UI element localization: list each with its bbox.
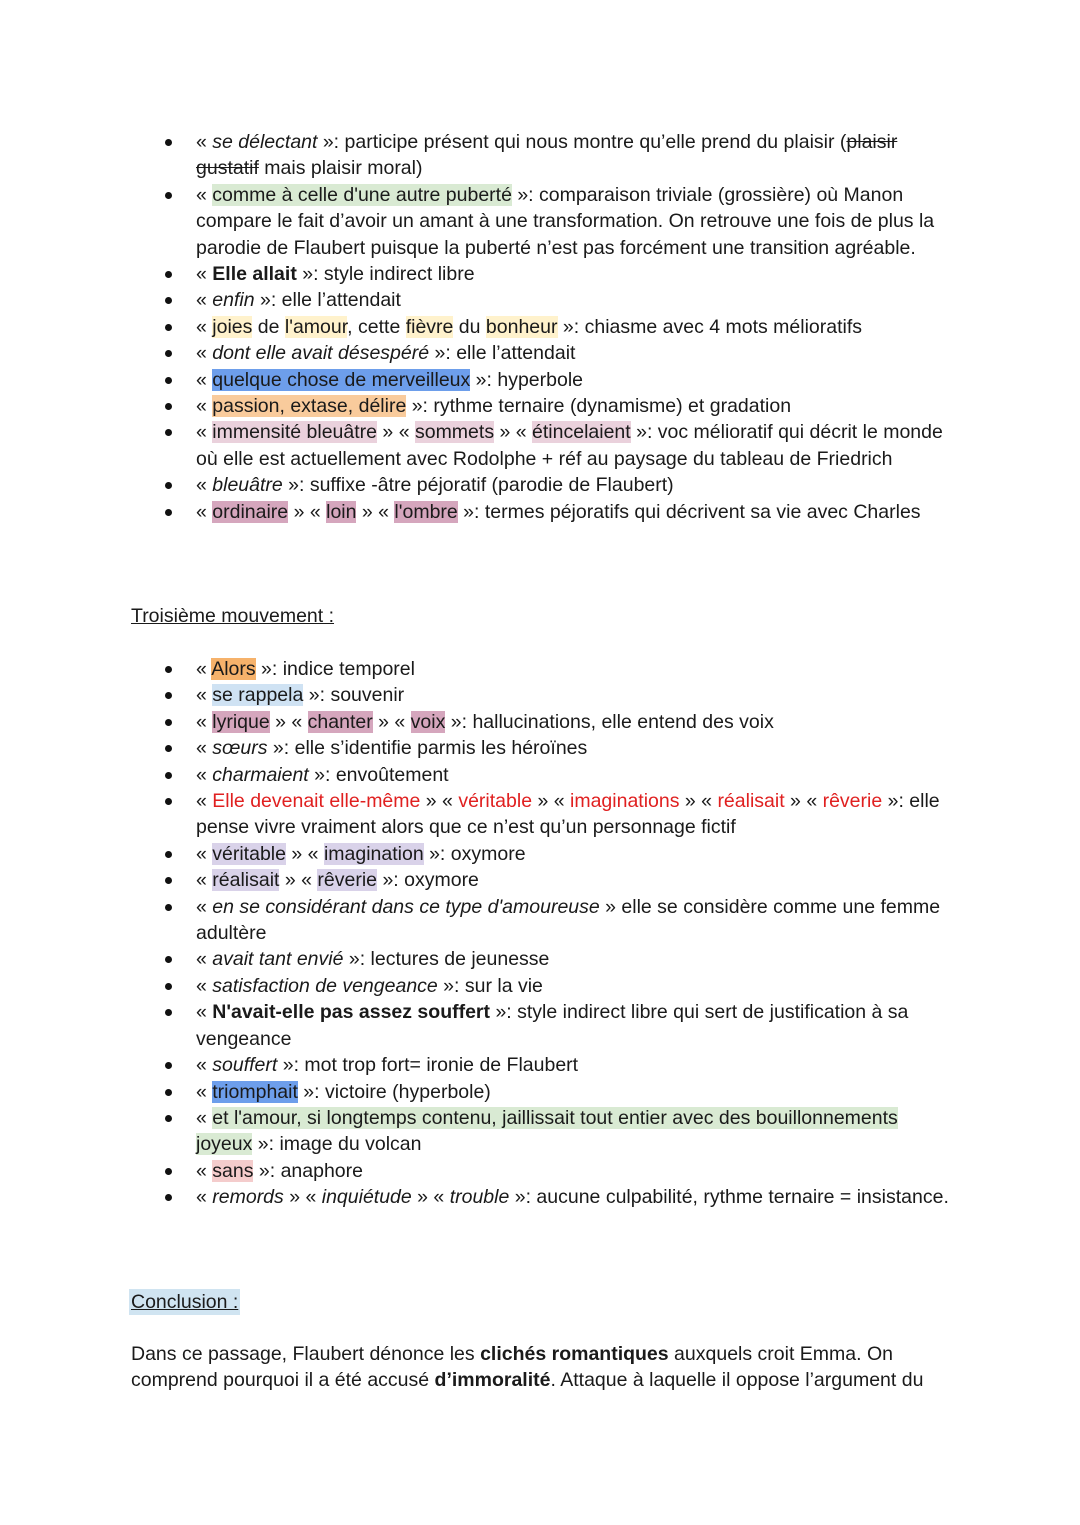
- list-item: « avait tant envié »: lectures de jeunesse: [0, 946, 1080, 972]
- list-item: « ordinaire » « loin » « l'ombre »: termes péjoratifs qui décrivent sa vie avec Charles: [0, 499, 1080, 525]
- second-movement-list: [0, 129, 1080, 525]
- list-item: « bleuâtre »: suffixe -âtre péjoratif (parodie de Flaubert): [0, 472, 1080, 498]
- list-item: « immensité bleuâtre » « sommets » « étincelaient »: voc mélioratif qui décrit le monde où elle est actuellement avec Rodolphe + réf au paysage du tableau de Friedrich: [0, 419, 1080, 472]
- list-item: « réalisait » « rêverie »: oxymore: [0, 867, 1080, 893]
- list-item: « se rappela »: souvenir: [0, 682, 1080, 708]
- list-item: « en se considérant dans ce type d'amoureuse » elle se considère comme une femme adultère: [0, 894, 1080, 947]
- list-item: « joies de l'amour, cette fièvre du bonheur »: chiasme avec 4 mots mélioratifs: [0, 314, 1080, 340]
- list-item: « enfin »: elle l’attendait: [0, 287, 1080, 313]
- list-item: « Elle allait »: style indirect libre: [0, 261, 1080, 287]
- list-item: « N'avait-elle pas assez souffert »: style indirect libre qui sert de justification à sa vengeance: [0, 999, 1080, 1052]
- list-item: « satisfaction de vengeance »: sur la vie: [0, 973, 1080, 999]
- list-item: « lyrique » « chanter » « voix »: hallucinations, elle entend des voix: [0, 709, 1080, 735]
- list-item: « Alors »: indice temporel: [0, 656, 1080, 682]
- section-heading-conclusion: Conclusion :: [129, 1289, 240, 1315]
- list-item: « véritable » « imagination »: oxymore: [0, 841, 1080, 867]
- list-item: « se délectant »: participe présent qui nous montre qu’elle prend du plaisir (plaisir gustatif mais plaisir moral): [0, 129, 1080, 182]
- list-item: « remords » « inquiétude » « trouble »: aucune culpabilité, rythme ternaire = insistance.: [0, 1184, 1080, 1210]
- third-movement-list: [0, 656, 1080, 1211]
- list-item: « souffert »: mot trop fort= ironie de Flaubert: [0, 1052, 1080, 1078]
- list-item: « sans »: anaphore: [0, 1158, 1080, 1184]
- list-item: « dont elle avait désespéré »: elle l’attendait: [0, 340, 1080, 366]
- list-item: « quelque chose de merveilleux »: hyperbole: [0, 367, 1080, 393]
- list-item: « passion, extase, délire »: rythme ternaire (dynamisme) et gradation: [0, 393, 1080, 419]
- list-item: « Elle devenait elle-même » « véritable » « imaginations » « réalisait » « rêverie »: elle pense vivre vraiment alors que ce n’est qu’un personnage fictif: [0, 788, 1080, 841]
- list-item: « comme à celle d'une autre puberté »: comparaison triviale (grossière) où Manon compare le fait d’avoir un amant à une transformation. On retrouve une fois de plus la parodie de Flaubert puisque la puberté n’est pas forcément une transition agréable.: [0, 182, 1080, 261]
- list-item: « charmaient »: envoûtement: [0, 762, 1080, 788]
- section-heading-third-movement: Troisième mouvement :: [131, 605, 335, 627]
- list-item: « triomphait »: victoire (hyperbole): [0, 1079, 1080, 1105]
- list-item: « sœurs »: elle s’identifie parmis les héroïnes: [0, 735, 1080, 761]
- list-item: « et l'amour, si longtemps contenu, jaillissait tout entier avec des bouillonnements joyeux »: image du volcan: [0, 1105, 1080, 1158]
- conclusion-paragraph: Dans ce passage, Flaubert dénonce les clichés romantiques auxquels croit Emma. On comprend pourquoi il a été accusé d’immoralité. Attaque à laquelle il oppose l’argument du: [131, 1343, 924, 1392]
